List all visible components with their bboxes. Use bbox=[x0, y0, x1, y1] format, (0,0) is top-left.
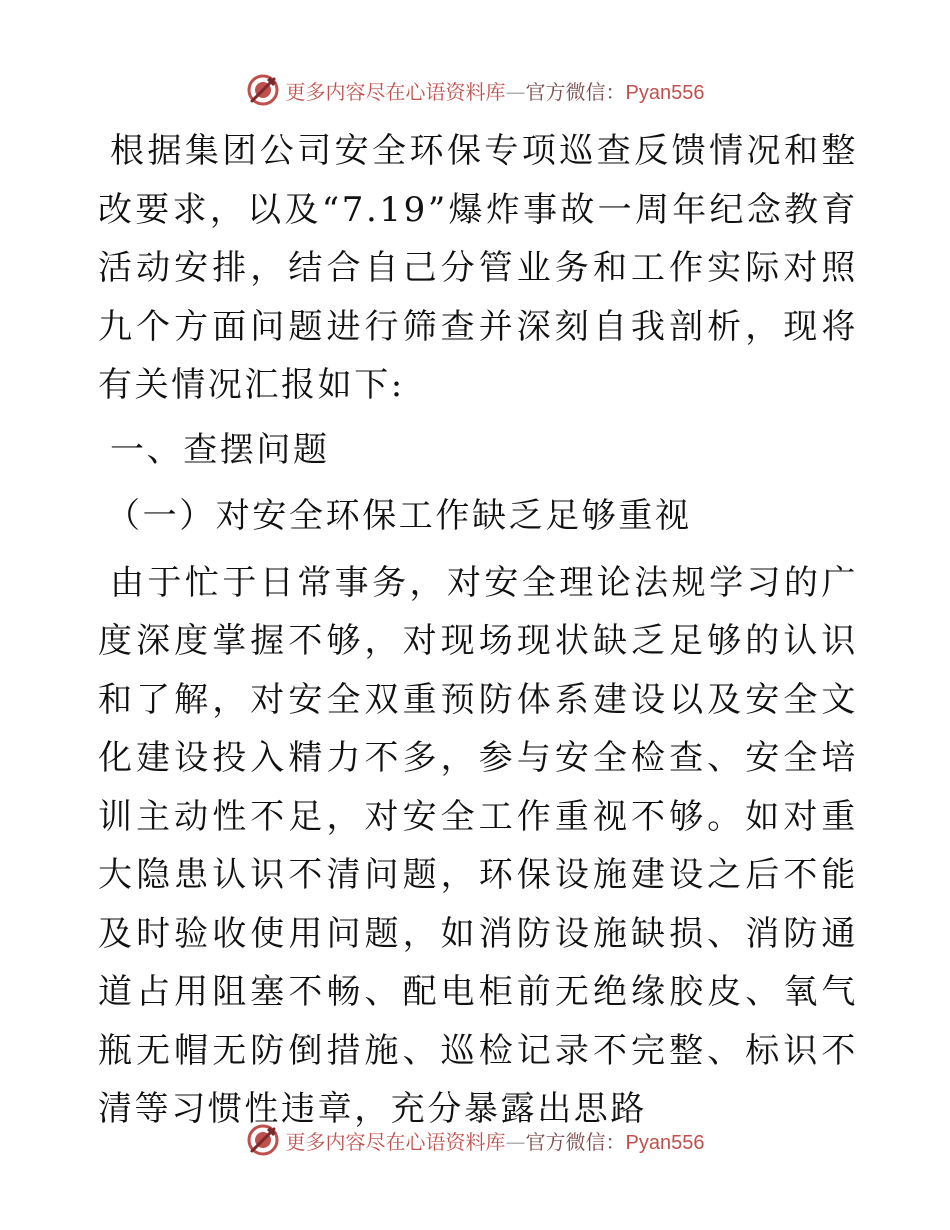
watermark-footer bbox=[0, 1120, 950, 1160]
watermark-main-text: 更多内容尽在心语资料库 bbox=[285, 79, 506, 104]
watermark-text bbox=[286, 76, 705, 105]
pen-logo-icon bbox=[246, 73, 280, 107]
watermark-header bbox=[0, 70, 950, 110]
intro-paragraph: 根据集团公司安全环保专项巡查反馈情况和整改要求，以及“7.19”爆炸事故一周年纪念教育活动安排，结合自己分管业务和工作实际对照九个方面问题进行筛查并深刻自我剖析，现将有关情况汇报如下: bbox=[98, 131, 858, 405]
section-heading: 一、查摆问题 bbox=[110, 429, 330, 470]
watermark-dash: — bbox=[505, 1129, 526, 1154]
watermark-main-text: 更多内容尽在心语资料库 bbox=[285, 1129, 506, 1154]
subsection-heading: （一）对安全环保工作缺乏足够重视 bbox=[106, 496, 692, 536]
watermark-id: Pyan556 bbox=[625, 1131, 705, 1154]
document-body bbox=[98, 122, 858, 1139]
watermark-label: 官方微信： bbox=[525, 79, 626, 104]
subsection-paragraph: 由于忙于日常事务，对安全理论法规学习的广度深度掌握不够，对现场现状缺乏足够的认识和了解，对安全双重预防体系建设以及安全文化建设投入精力不多，参与安全检查、安全培训主动性不足，对安全工作重视不够。如对重大隐患认识不清问题，环保设施建设之后不能及时验收使用问题，如消防设施缺损、消防通道占用阻塞不畅、配电柜前无绝缘胶皮、氧气瓶无帽无防倒措施、巡检记录不完整、标识不清等习惯性违章，充分暴露出思路 bbox=[98, 562, 858, 1129]
watermark-label: 官方微信： bbox=[525, 1129, 626, 1154]
watermark-text bbox=[286, 1126, 705, 1155]
watermark-dash: — bbox=[505, 79, 526, 104]
watermark-id: Pyan556 bbox=[625, 81, 705, 104]
pen-logo-icon bbox=[246, 1123, 280, 1157]
